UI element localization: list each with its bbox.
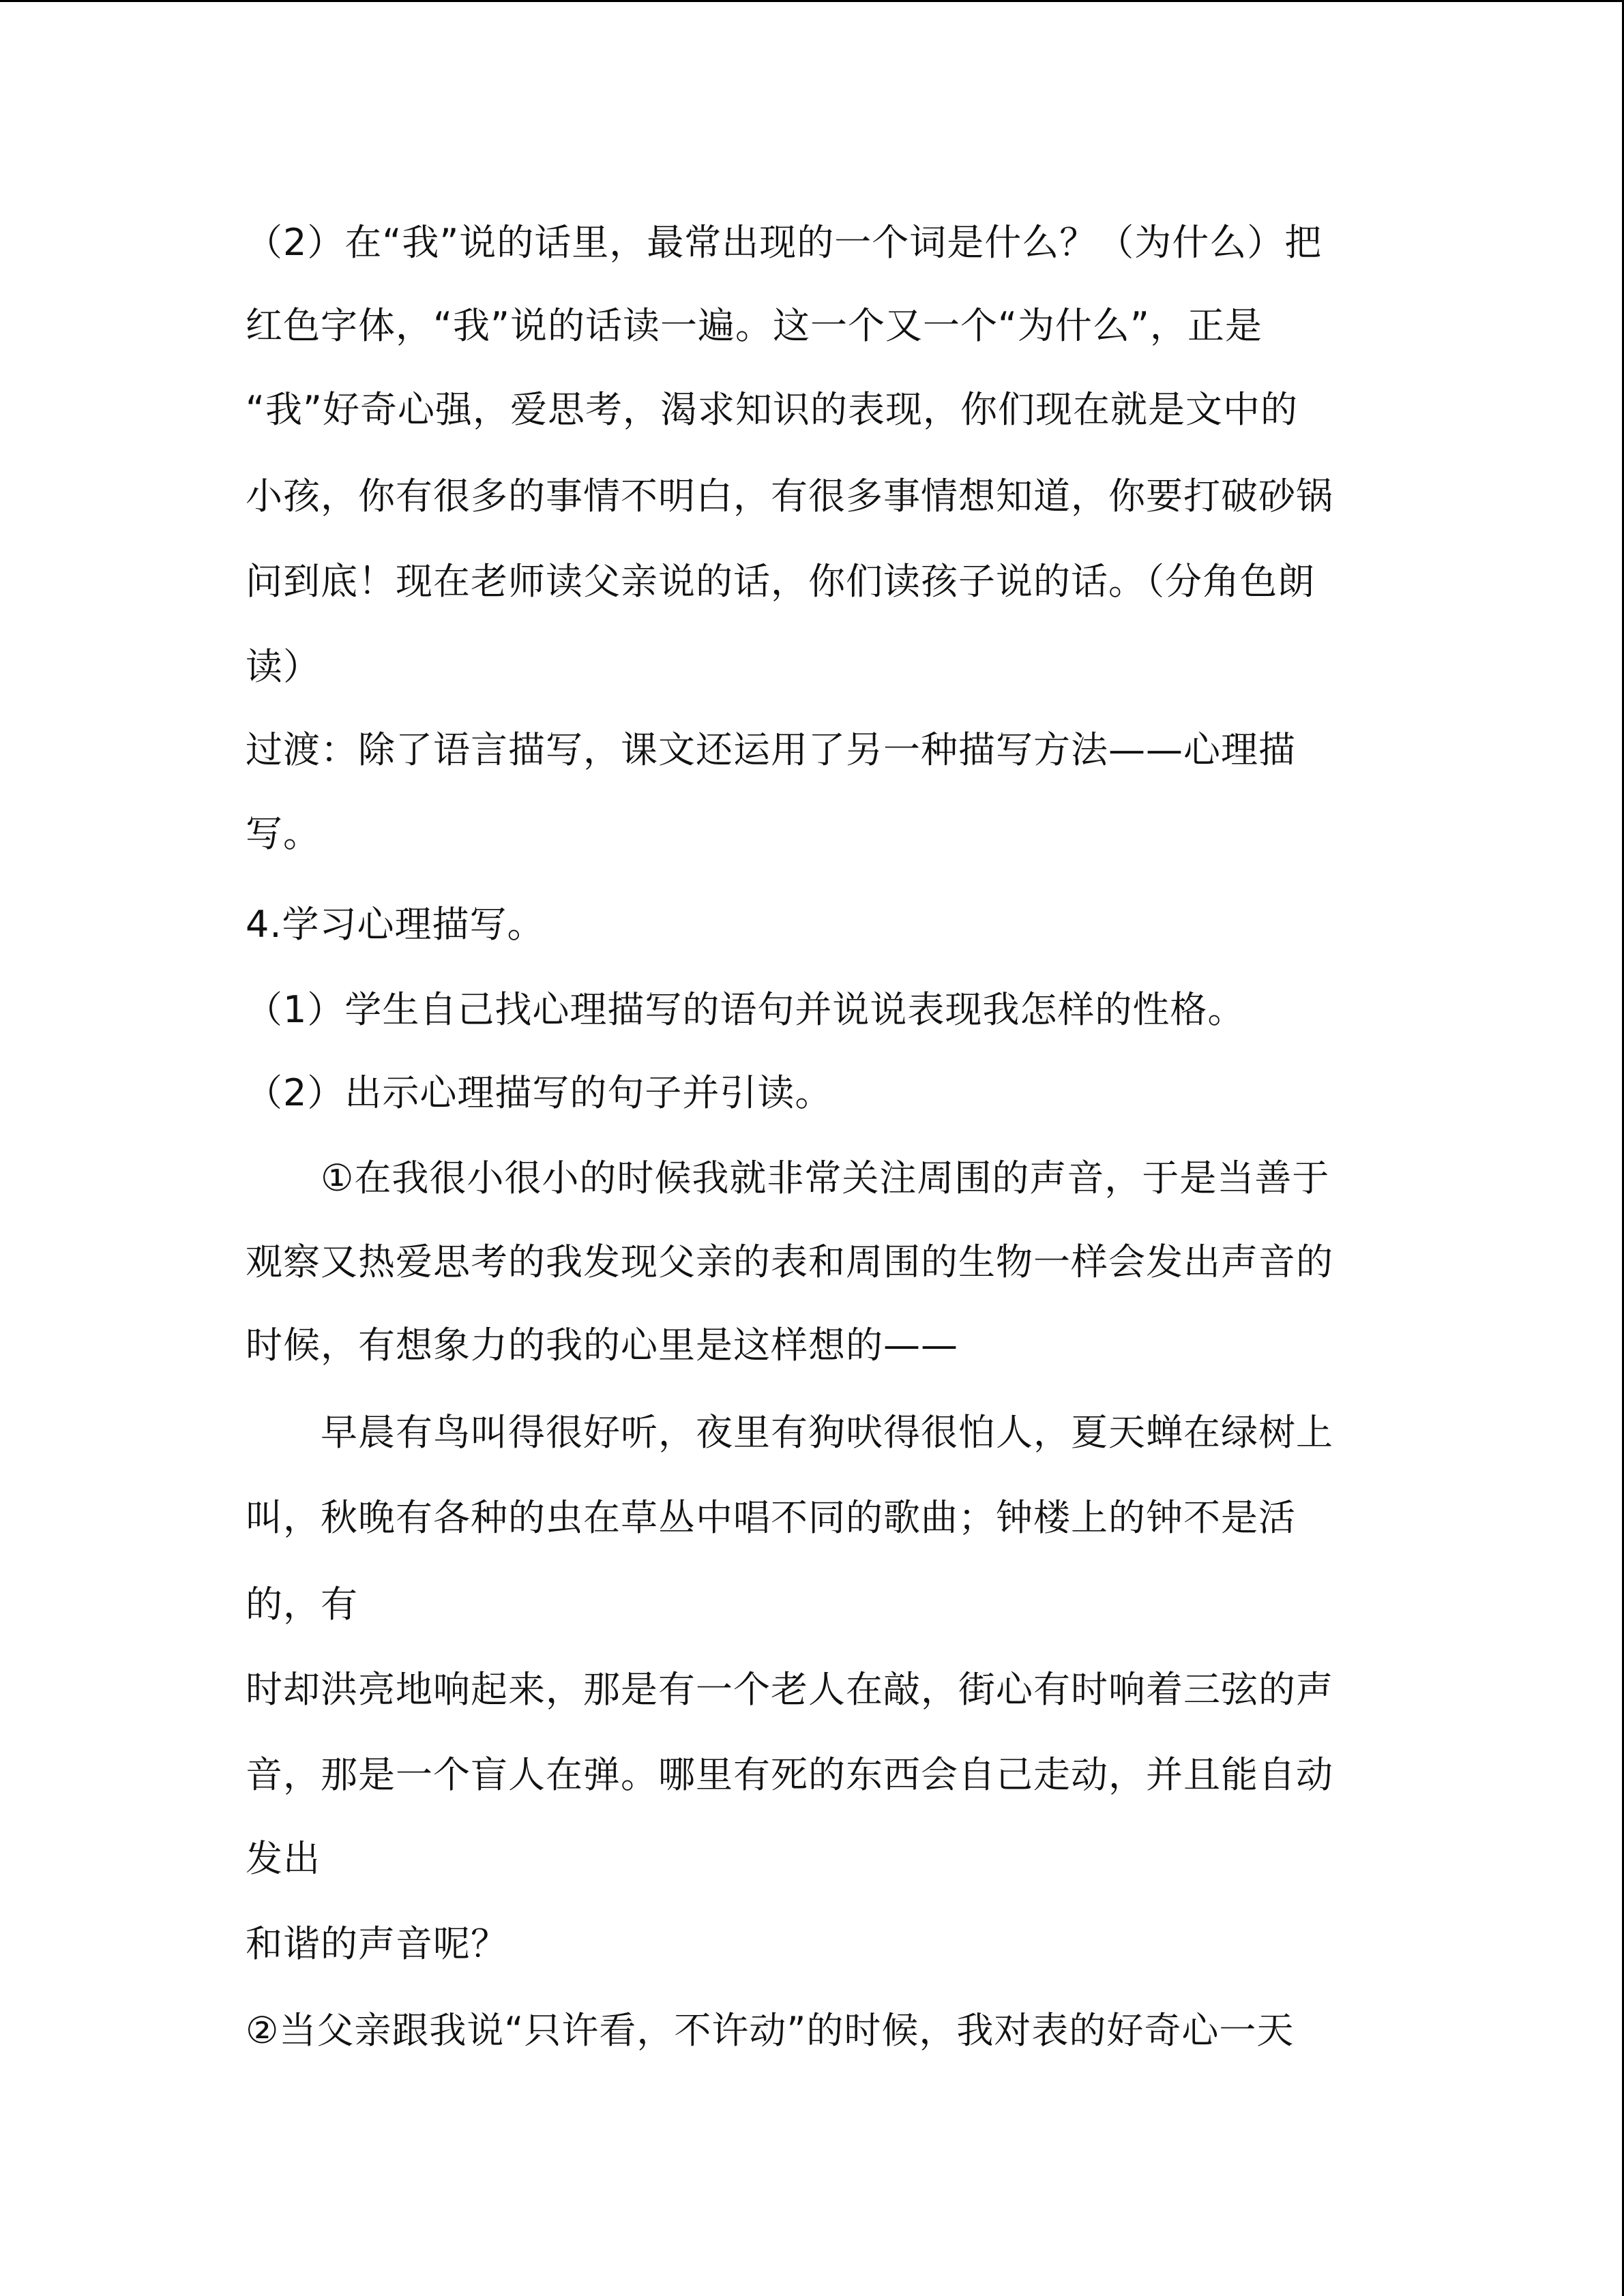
text-line-18: 时却洪亮地响起来，那是有一个老人在敲，街心有时响着三弦的声	[246, 1668, 1333, 1711]
text-line-4: 小孩，你有很多的事情不明白，有很多事情想知道，你要打破砂锅	[246, 475, 1333, 518]
text-line-15: 早晨有鸟叫得很好听，夜里有狗吠得很怕人，夏天蝉在绿树上	[321, 1411, 1333, 1454]
text-line-11: （2）出示心理描写的句子并引读。	[246, 1071, 833, 1114]
text-line-3: “我”好奇心强，爱思考，渴求知识的表现，你们现在就是文中的	[246, 388, 1298, 431]
section-heading: 4.学习心理描写。	[246, 903, 545, 946]
text-line-16: 叫，秋晚有各种的虫在草丛中唱不同的歌曲；钟楼上的钟不是活	[246, 1496, 1296, 1539]
text-line-21: 和谐的声音呢？	[246, 1922, 508, 1965]
text-line-13: 观察又热爱思考的我发现父亲的表和周围的生物一样会发出声音的	[246, 1240, 1333, 1283]
text-line-22: ②当父亲跟我说“只许看，不许动”的时候，我对表的好奇心一天	[246, 2009, 1295, 2052]
text-line-12: ①在我很小很小的时候我就非常关注周围的声音，于是当善于	[321, 1157, 1330, 1199]
text-line-14: 时候，有想象力的我的心里是这样想的——	[246, 1324, 958, 1367]
text-line-10: （1）学生自己找心理描写的语句并说说表现我怎样的性格。	[246, 988, 1245, 1031]
text-line-6: 读）	[246, 645, 321, 688]
text-line-8: 写。	[246, 812, 321, 855]
text-line-5: 问到底！现在老师读父亲说的话，你们读孩子说的话。（分角色朗	[246, 560, 1315, 603]
text-line-7: 过渡：除了语言描写，课文还运用了另一种描写方法——心理描	[246, 728, 1296, 771]
text-line-2: 红色字体，“我”说的话读一遍。这一个又一个“为什么”，正是	[246, 304, 1263, 347]
text-line-20: 发出	[246, 1837, 321, 1880]
text-line-1: （2）在“我”说的话里，最常出现的一个词是什么？（为什么）把	[246, 221, 1323, 264]
text-line-19: 音，那是一个盲人在弹。哪里有死的东西会自己走动，并且能自动	[246, 1753, 1333, 1796]
text-line-17: 的，有	[246, 1583, 358, 1626]
